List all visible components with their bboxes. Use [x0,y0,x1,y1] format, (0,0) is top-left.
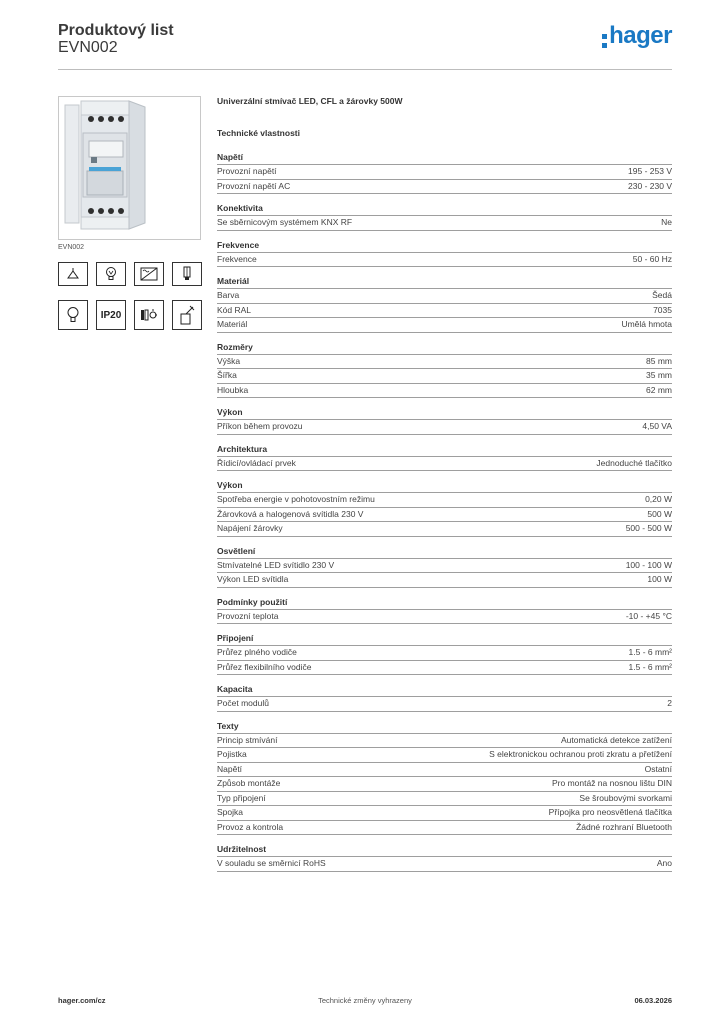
dimmer-module-illustration [59,97,200,239]
spec-label: Napájení žárovky [217,523,283,533]
spec-value: 195 - 253 V [628,166,672,176]
spec-row [217,777,672,792]
spec-row [217,697,672,712]
spec-row [217,559,672,574]
spec-value: Šedá [652,290,672,300]
pushbutton-icon [172,300,202,330]
spec-label: Způsob montáže [217,778,281,788]
spec-value: 1.5 - 6 mm² [628,647,672,657]
spec-row [217,508,672,523]
product-description: Univerzální stmívač LED, CFL a žárovky 500W [217,96,403,106]
spec-value: -10 - +45 °C [625,610,672,621]
spec-group [217,633,672,675]
spec-groups [217,152,672,872]
spec-label: V souladu se směrnicí RoHS [217,858,326,868]
spec-group [217,546,672,588]
spec-row [217,748,672,763]
spec-group [217,276,672,333]
section-heading: Technické vlastnosti [217,128,300,138]
spec-label: Napětí [217,763,243,774]
spec-group [217,407,672,435]
spec-group-title: Výkon [217,407,672,420]
spec-group-title: Texty [217,721,672,734]
spec-row [217,384,672,399]
spec-group-title: Připojení [217,633,672,646]
spec-row [217,646,672,661]
spec-value: Ano [656,858,672,868]
spec-value: 500 - 500 W [625,523,672,533]
product-image [58,96,201,240]
spec-row [217,763,672,778]
spec-row [217,304,672,319]
spec-label: Šířka [217,370,237,380]
spec-group-title: Rozměry [217,342,672,355]
spec-value: 35 mm [646,370,672,380]
spec-row [217,573,672,588]
spec-row [217,165,672,180]
spec-label: Typ připojení [217,792,266,803]
page-footer [58,996,672,1010]
spec-label: Výkon LED svítidla [217,574,289,584]
image-caption: EVN002 [58,244,85,251]
page-header [58,20,672,70]
led-bulb-icon [58,300,88,330]
spec-group [217,240,672,268]
footer-date: 06.03.2026 [634,996,672,1005]
spec-label: Princip stmívání [217,734,278,745]
spec-label: Průřez plného vodiče [217,647,297,657]
ip20-label: IP20 [100,309,122,321]
spec-label: Počet modulů [217,698,269,708]
spec-group [217,152,672,194]
spec-row [217,857,672,872]
spec-value: 85 mm [646,355,672,366]
spec-value: Pro montáž na nosnou lištu DIN [551,778,672,788]
spec-value: Automatická detekce zatížení [560,734,672,745]
spec-value: 0,20 W [645,494,672,504]
spec-row [217,734,672,749]
spec-value: 500 W [647,508,672,519]
spec-content [217,96,672,881]
spec-group-title: Frekvence [217,240,672,253]
spec-value: Ostatní [644,763,672,774]
spec-value: 62 mm [646,384,672,395]
spec-group [217,444,672,472]
spec-label: Frekvence [217,253,257,264]
spec-label: Materiál [217,319,248,329]
spec-row [217,216,672,231]
spec-label: Příkon během provozu [217,421,303,431]
spec-value: 1.5 - 6 mm² [628,661,672,672]
spec-group [217,684,672,712]
spec-row [217,253,672,268]
spec-value: 230 - 230 V [628,180,672,191]
spec-group-title: Materiál [217,276,672,289]
spec-row [217,289,672,304]
spec-value: 100 - 100 W [625,559,672,570]
spec-value: 100 W [647,574,672,584]
spec-label: Výška [217,355,241,366]
spec-label: Barva [217,290,240,300]
spec-group [217,342,672,399]
spec-label: Pojistka [217,749,247,759]
feature-icons [58,262,201,330]
halogen-bulb-icon [96,262,126,286]
spec-group [217,597,672,625]
spec-row [217,493,672,508]
spec-label: Průřez flexibilního vodiče [217,661,312,672]
spec-value: S elektronickou ochranou proti zkratu a přetížení [489,749,672,759]
footer-note: Technické změny vyhrazeny [318,996,412,1005]
spec-value: 7035 [653,304,672,315]
spec-label: Provozní napětí [217,166,277,176]
spec-row [217,821,672,836]
spec-group [217,721,672,836]
spec-group-title: Osvětlení [217,546,672,559]
dimmer-control-icon [134,300,164,330]
spec-value: Se šroubovými svorkami [579,792,672,803]
spec-label: Kód RAL [217,304,252,315]
spec-group [217,480,672,537]
spec-value: Žádné rozhraní Bluetooth [576,821,672,832]
spec-row [217,420,672,435]
spec-row [217,610,672,625]
spec-value: Jednoduché tlačítko [596,457,672,468]
spec-row [217,457,672,472]
spec-label: Provozní napětí AC [217,180,291,191]
document-title: Produktový list [58,22,174,39]
spec-group-title: Podmínky použití [217,597,672,610]
fluorescent-tube-icon [172,262,202,286]
ip20-icon [96,300,126,330]
spec-value: 50 - 60 Hz [632,253,672,264]
hager-logo [602,24,672,48]
spec-label: Řídicí/ovládací prvek [217,457,296,468]
spec-group-title: Konektivita [217,203,672,216]
spec-group [217,203,672,231]
footer-website: hager.com/cz [58,996,106,1005]
spec-row [217,318,672,333]
spec-label: Provoz a kontrola [217,821,284,832]
product-code: EVN002 [58,39,118,56]
spec-group-title: Napětí [217,152,672,165]
spec-row [217,369,672,384]
spec-row [217,522,672,537]
transformer-icon [134,262,164,286]
spec-label: Žárovková a halogenová svítidla 230 V [217,508,364,519]
spec-label: Stmívatelné LED svítidlo 230 V [217,559,335,570]
spec-row [217,806,672,821]
spec-row [217,355,672,370]
spec-label: Spotřeba energie v pohotovostním režimu [217,494,375,504]
spec-value: 2 [667,698,672,708]
spec-value: Umělá hmota [621,319,672,329]
ceiling-light-icon [58,262,88,286]
spec-value: 4,50 VA [642,421,672,431]
logo-dots-icon [602,34,607,48]
spec-value: Přípojka pro neosvětlená tlačítka [548,807,672,817]
spec-row [217,180,672,195]
spec-label: Provozní teplota [217,610,279,621]
spec-group-title: Architektura [217,444,672,457]
spec-group-title: Kapacita [217,684,672,697]
spec-row [217,792,672,807]
spec-row [217,661,672,676]
spec-group-title: Udržitelnost [217,844,672,857]
spec-group [217,844,672,872]
spec-label: Spojka [217,807,243,817]
spec-label: Se sběrnicovým systémem KNX RF [217,217,353,227]
spec-value: Ne [661,217,672,227]
spec-group-title: Výkon [217,480,672,493]
spec-label: Hloubka [217,384,249,395]
logo-text: hager [609,22,672,49]
